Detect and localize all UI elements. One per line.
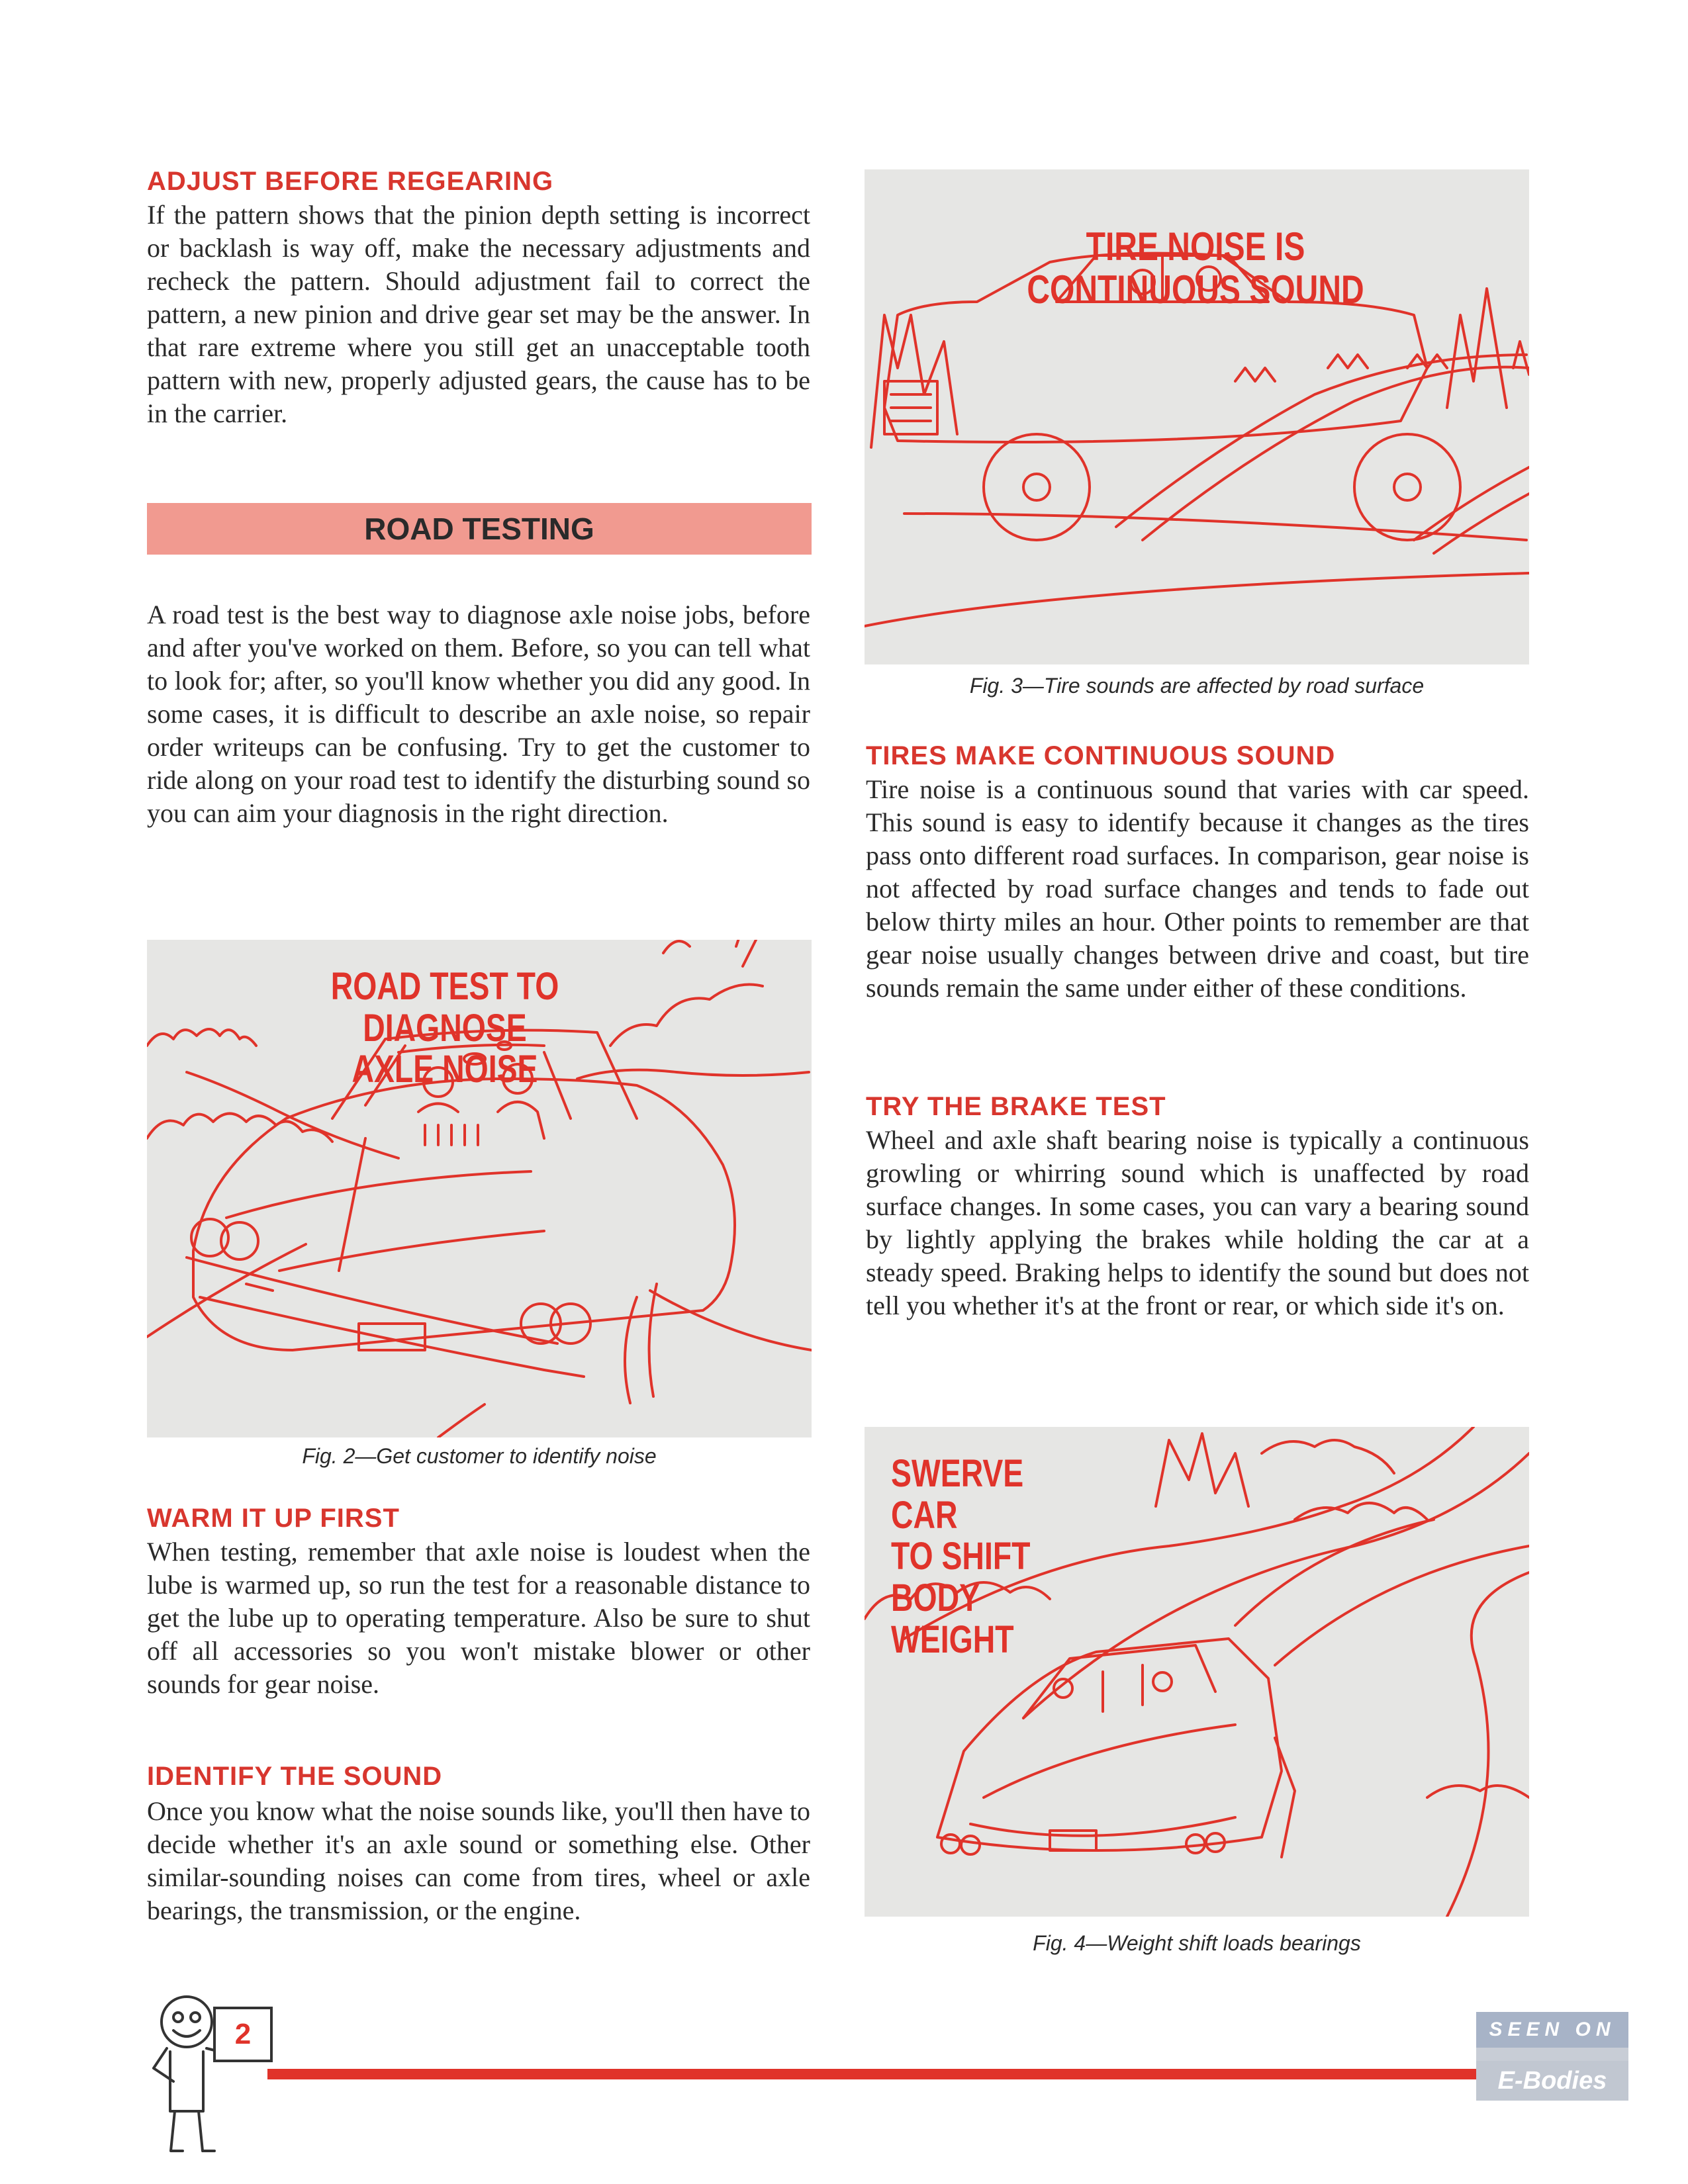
watermark-logo: [1476, 2012, 1628, 2124]
fig4-title-line2: TO SHIFT: [891, 1535, 1031, 1578]
identify-paragraph: Once you know what the noise sounds like, you'll then have to decide whether it's an axle sound or something else. Other similar-sounding noises can come from tires, wheel or axle bearings, the transmission, or the engine.: [147, 1796, 810, 1925]
fig3-title: TIRE NOISE IS CONTINUOUS SOUND: [1027, 224, 1364, 312]
fig4-illustration: [865, 1427, 1529, 1917]
watermark-bottom: E-Bodies: [1476, 2061, 1628, 2101]
adjust-paragraph: If the pattern shows that the pinion depth setting is incorrect or backlash is way off, make the necessary adjustments and recheck the pattern. Should adjustment fail to correct the pattern, a new pinion and drive gear set may be the answer. In that rare extreme where you still get an unacceptable tooth pattern with new, properly adjusted gears, the cause has to be in the carrier.: [147, 200, 810, 428]
fig3-caption: Fig. 3—Tire sounds are affected by road surface: [969, 674, 1425, 698]
fig3-illustration: [865, 169, 1529, 664]
footer-rule: [267, 2069, 1529, 2079]
identify-heading: IDENTIFY THE SOUND: [147, 1762, 443, 1791]
road-testing-banner: ROAD TESTING: [147, 503, 812, 555]
brake-paragraph: Wheel and axle shaft bearing noise is typically a continuous growling or whirring sound which is unaffected by road surface changes. In some cases, you can vary a bearing sound by lightly applying the brakes while holding the car at a steady speed. Braking helps to identify the sound but does not tell you whether it's at the front or rear, or which side it's on.: [866, 1125, 1529, 1320]
road-test-paragraph: A road test is the best way to diagnose axle noise jobs, before and after you've worked on them. Before, so you can tell what to look for; after, so you'll know whether you did any good. In some cases, it is difficult to describe an axle noise, so repair order writeups can be confusing. Try to get the customer to ride along on your road test to identify the disturbing sound so you can aim your diagnosis in the right direction.: [147, 600, 810, 828]
fig2-illustration: [147, 940, 812, 1437]
fig4-caption: Fig. 4—Weight shift loads bearings: [1033, 1931, 1361, 1955]
warm-paragraph: When testing, remember that axle noise is loudest when the lube is warmed up, so run the test for a reasonable distance to get the lube up to operating temperature. Also be sure to shut off all accessories so you won't mistake blower or other sounds for gear noise.: [147, 1537, 810, 1699]
tires-heading: TIRES MAKE CONTINUOUS SOUND: [866, 741, 1336, 770]
tires-paragraph: Tire noise is a continuous sound that varies with car speed. This sound is easy to identify because it changes as the tires pass onto different road surfaces. In comparison, gear noise is not affected by road surface changes and tends to fade out below thirty miles an hour. Other points to remember are that gear noise usually changes between drive and coast, but tire sounds remain the same under either of these conditions.: [866, 774, 1529, 1003]
brake-heading: TRY THE BRAKE TEST: [866, 1092, 1166, 1121]
fig4-title: [891, 1453, 1071, 1661]
watermark-top: SEEN ON: [1476, 2012, 1628, 2048]
fig2-title-line1: ROAD TEST TO DIAGNOSE: [330, 965, 559, 1050]
warm-heading: WARM IT UP FIRST: [147, 1504, 400, 1533]
fig4-title-line3: BODY WEIGHT: [891, 1576, 1014, 1661]
fig4-title-line1: SWERVE CAR: [891, 1452, 1024, 1537]
page-number: 2: [213, 2007, 273, 2062]
fig2-title-line2: AXLE NOISE: [352, 1048, 538, 1091]
fig2-caption: Fig. 2—Get customer to identify noise: [302, 1444, 657, 1468]
fig2-title: [286, 966, 604, 1091]
adjust-heading: ADJUST BEFORE REGEARING: [147, 167, 554, 196]
watermark-car-icon: [1476, 2048, 1628, 2061]
